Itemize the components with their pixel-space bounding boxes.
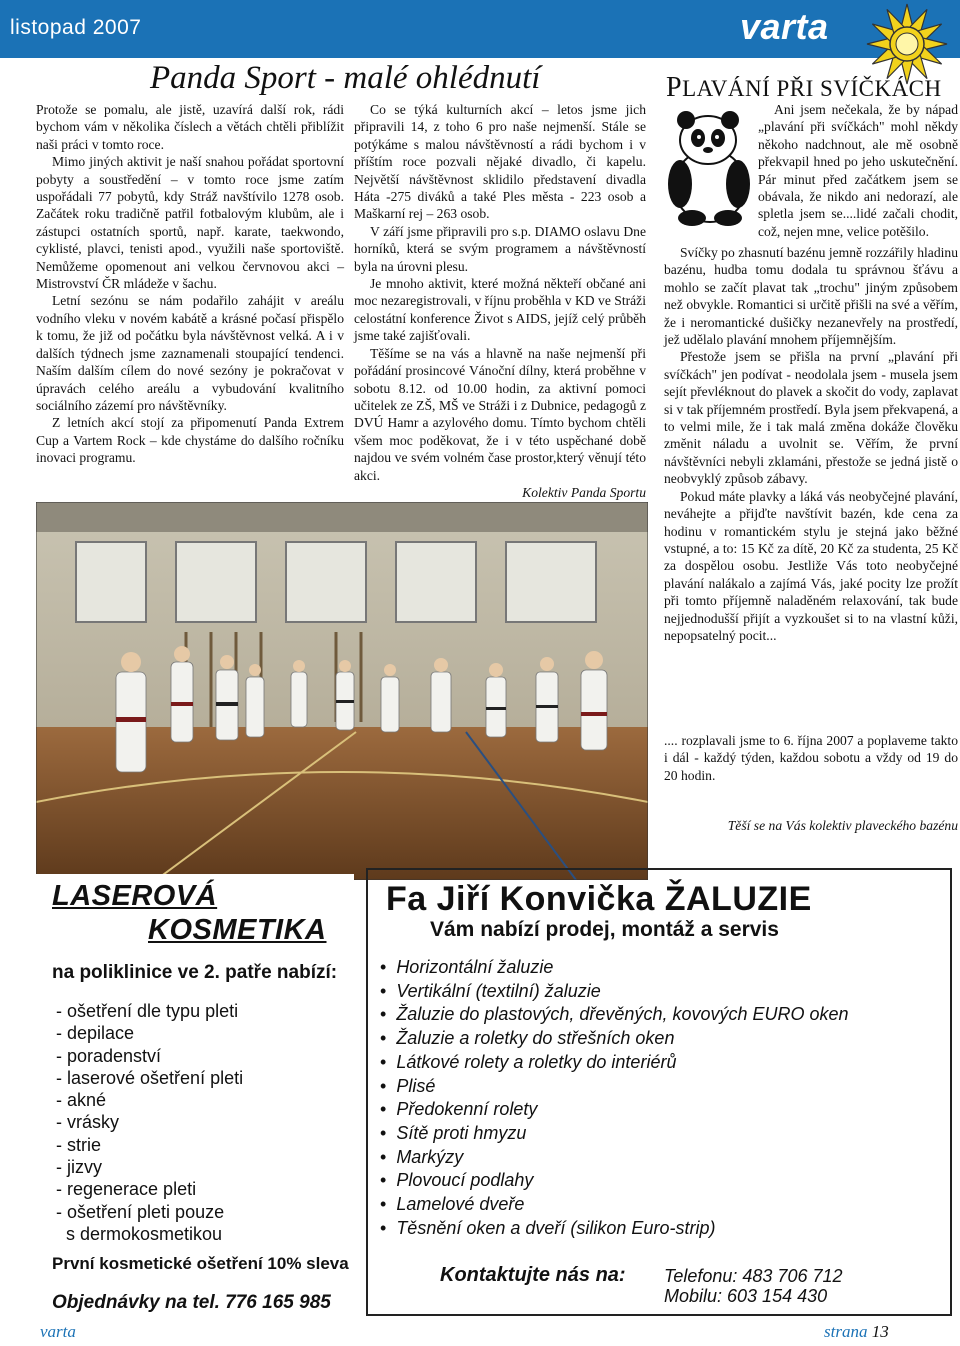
list-item-label: Vertikální (textilní) žaluzie [396,980,601,1001]
list-item [380,1098,940,1122]
list-item-label: Lamelové dveře [396,1194,525,1215]
list-item [380,1075,940,1099]
article-title: Panda Sport - malé ohlédnutí [150,60,541,96]
list-item [380,1051,940,1075]
bullet: • [380,1170,387,1191]
paragraph: Svíčky po zhasnutí bazénu jemně rozzářily hladinu bazénu, hudba tomu dodala tu správnou šťávu a mohlo se začít plavat tak „trochu" jiným způsobem než obvykle. Romantici si určitě přišli na své a věřím, že i neromantické dušičky nezanevřely na prostředí, jež udělalo plavání mnohem příjemnějším. [664,245,958,348]
laser-discount: První kosmetické ošetření 10% sleva [52,1254,349,1273]
bullet: • [380,1075,387,1096]
list-item: - ošetření pleti pouze [56,1201,225,1222]
blinds-products-list [380,956,940,1240]
footer-brand: varta [40,1322,76,1341]
page-number [824,1322,889,1342]
list-item: - jizvy [56,1157,102,1178]
paragraph: V září jsme připravili pro s.p. DIAMO oslavu Dne horníků, která se svým programem a návštěvností byla na úrovni plesu. [354,223,646,274]
paragraph: Protože se pomalu, ale jistě, uzavírá další rok, rádi bychom vám v několika číslech a větách chtěli přiblížit naši práci v tomto roce. [36,102,344,152]
list-item: - ošetření dle typu pleti [56,1001,239,1021]
list-item [380,1193,940,1217]
list-item [380,1122,940,1146]
blinds-ad-subtitle: Vám nabízí prodej, montáž a servis [430,918,779,941]
list-item: - vrásky [56,1112,119,1133]
list-item: - depilace [56,1023,135,1044]
bullet: • [380,1194,387,1215]
magazine-brand: varta [740,6,829,47]
paragraph: Ani jsem nečekala, že by nápad „plavání při svíčkách" mohl někdy někoho nadchnout, ale mě osobně překvapil hned po jeho uskutečnění. Pár minut před začátkem jsem se obávala, že nikdo ani nedorazí, ale spletla jsem se....lidé začali chodit, což, nejen mne, velice potěšilo. [758,102,958,239]
list-item-label: Těsnění oken a dveří (silikon Euro-strip) [396,1217,716,1238]
list-item [380,1003,940,1027]
list-item: - regenerace pleti [56,1179,197,1200]
title-rest: LAVÁNÍ PŘI SVÍČKÁCH [682,76,942,101]
list-item-label: Sítě proti hmyzu [396,1122,527,1143]
list-item-label: Plisé [396,1075,436,1096]
paragraph: Co se týká kulturních akcí – letos jsme jich připravili 14, z toho 6 pro naše nejmenší. Stále se potýkáme s malou návštěvností a rádi bychom i v příštím roce pozvali nějaké divadlo, či kapelu. Největší návštěvnost sklidilo představení divadla Háta -275 diváků a také Ples města - 223 osob a Maškarní rej – 263 osob. [354,102,646,222]
list-item [380,980,940,1004]
article-signature: Kolektiv Panda Sportu [522,484,646,500]
bullet: • [380,957,387,977]
swim-signature: Těší se na Vás kolektiv plaveckého bazénu [727,818,958,833]
title-initial: P [666,72,683,103]
karate-training-photo [36,502,648,880]
list-item [380,1217,940,1241]
list-item [380,1027,940,1051]
page-number-value: 13 [871,1322,889,1341]
article-column-1 [36,101,344,467]
swim-article-title [666,72,942,104]
list-item: s dermokosmetikou [56,1223,223,1244]
bullet: • [380,1004,387,1025]
bullet: • [380,1146,387,1167]
laser-ad-title-line2: KOSMETIKA [148,914,327,946]
article-column-2 [354,101,646,501]
list-item [380,1146,940,1170]
paragraph: Letní sezónu se nám podařilo zahájit v areálu vodního vleku v novém kabátě a krásné počasí přispělo k tomu, že již od počátku byla návštěvnost velká. A i v dalších týdnech jsme zaznamenali stoupající tendenci. Naším dalším cílem do nové sezóny je pokračovat v úpravách celého areálu a vybudování kvalitního sociálního zázemí pro návštěvníky. [36,293,344,413]
list-item [380,1169,940,1193]
bullet: • [380,1099,387,1120]
list-item: - poradenství [56,1045,162,1066]
laser-ad-title-line1: LASEROVÁ [52,880,218,912]
list-item-label: Žaluzie do plastových, dřevěných, kovových EURO oken [396,1004,849,1025]
list-item: - laserové ošetření pleti [56,1067,244,1088]
list-item-label: Markýzy [396,1146,464,1167]
paragraph: Je mnoho aktivit, které možná někteří občané ani moc nezaregistrovali, v říjnu proběhla v KD ve Stráži celostátní konference Život s AIDS, jejíž celý průběh jsme také zajišťovali. [354,276,646,344]
list-item-label: Horizontální žaluzie [396,957,554,977]
blinds-ad-title: Fa Jiří Konvička ŽALUZIE [386,880,812,918]
list-item: - akné [56,1090,107,1111]
bullet: • [380,1051,387,1072]
swim-intro [758,101,958,240]
paragraph: Těšíme se na vás a hlavně na naše nejmenší při pořádání prosincové Vánoční dílny, která proběhne v sobotu 8.12. od 10.00 hodin, za aktivní pomoci učitelek ze ZŠ, MŠ ve Stráži i z Dubnice, pedagogů z DVÚ Hamr a azylového domu. Tímto bychom chtěli všem moc poděkovat, že i v této uspěchané době najdou ve svém volném čase prostor,který věnují této akci. [354,345,646,483]
paragraph: Pokud máte plavky a láká vás neobyčejné plavání, neváhejte a přijďte navštívit bazén, kde cena za hodinu v romantickém stylu je stejná jako běžné vstupné, a to: 15 Kč za dítě, 20 Kč za studenta, 25 Kč za dospělou osobu. Jestliže Vás toto neobyčejné plavání nalákalo a zajímá Vás, jaké pocity lze prožít při tomto příjemně naladěném relaxování, tak bude nejjednodušší přijít a vyzkoušet si to na vlastní kůži, nepopsatelný pocit... [664,488,958,643]
laser-order-phone: Objednávky na tel. 776 165 985 [52,1292,331,1313]
paragraph: Přestože jsem se přišla na první „plavání při svíčkách" jen podívat - neodolala jsem - musela jsem sejít převléknout do plavek a skočit do vody, zaplavat si v tak příjemném prostředí. Byla jsem překvapená, a to velmi mile, že i tak malá změna dokáže člověku změnit náladu a uvolnit se. Věřím, že první návštěvníci nebyli zklamáni, přestože se jedná jistě o neobvyklý způsob zábavy. [664,349,958,487]
bullet: • [380,1122,387,1143]
laser-services-list [56,1000,346,1245]
list-item-label: Žaluzie a roletky do střešních oken [396,1028,675,1049]
swim-closing [664,732,958,784]
blinds-mobile: Mobilu: 603 154 430 [664,1286,828,1306]
list-item-label: Plovoucí podlahy [396,1170,534,1191]
paragraph: Mimo jiných aktivit je naší snahou pořádat sportovní pobyty a soustředění – v tomto roce jsme zatím uspořádali 77 pobytů, kdy Stráž navštívilo 1278 osob. Začátek roku tradičně patřil fotbalovým klubům, ale i zástupci ostatních sportů, např. karate, taekwondo, cyklisté, plavci, tenisti apod., využili naše sportoviště. Nemůžeme opomenout ani velkou červnovou akci – Mistrovství ČR mládeže v šachu. [36,154,344,292]
list-item: - strie [56,1134,101,1155]
page-label: strana [824,1322,868,1341]
paragraph: .... rozplavali jsme to 6. října 2007 a poplaveme takto i dál - každý týden, každou sobotu a vždy od 19 do 20 hodin. [664,733,958,783]
blinds-phone: Telefonu: 483 706 712 [664,1266,843,1286]
list-item-label: Předokenní rolety [396,1099,538,1120]
panda-illustration [662,106,756,226]
swim-article-body [664,244,958,644]
issue-date: listopad 2007 [10,16,142,39]
paragraph: Z letních akcí stojí za připomenutí Panda Extrem Cup a Vartem Rock – kde chystáme do dalšího ročníku inovaci programu. [36,415,344,466]
blinds-contact-label: Kontaktujte nás na: [440,1264,626,1286]
bullet: • [380,1028,387,1049]
list-item-label: Látkové rolety a roletky do interiérů [396,1051,677,1072]
laser-ad-subtitle: na poliklinice ve 2. patře nabízí: [52,962,338,983]
list-item [380,956,940,980]
bullet: • [380,980,387,1001]
bullet: • [380,1217,387,1238]
